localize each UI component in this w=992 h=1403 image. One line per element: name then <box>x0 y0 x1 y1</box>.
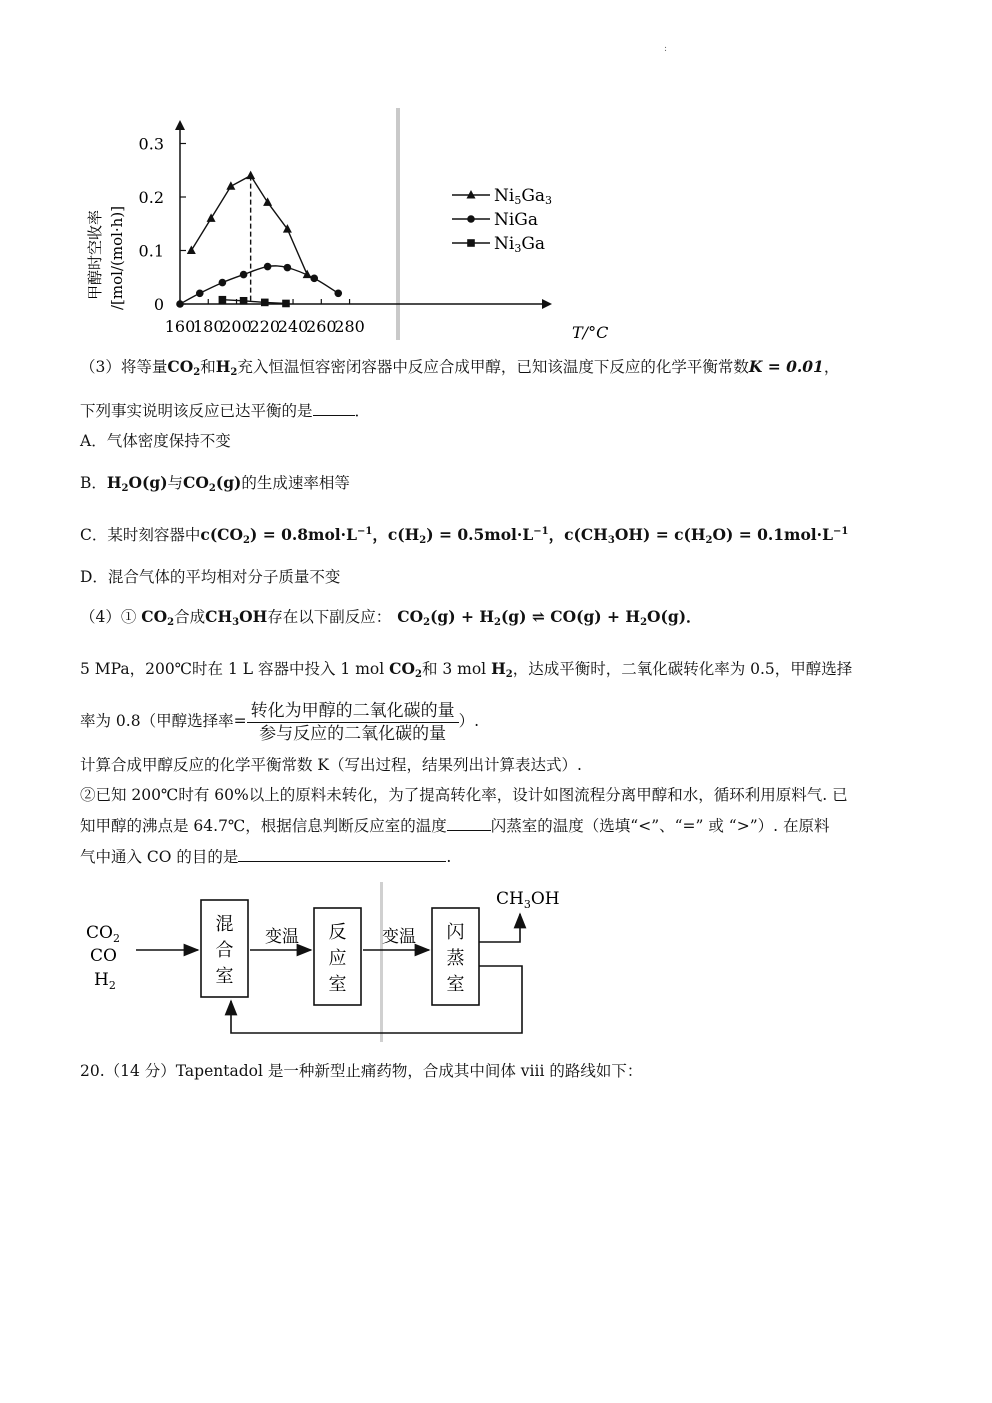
y-tick-label-1: 0.1 <box>138 241 164 261</box>
y-tick-label-2: 0.2 <box>138 188 164 207</box>
equilibrium-arrow: ⇌ <box>531 607 545 626</box>
optc-t3: ，c(CH <box>548 525 608 544</box>
optb-co2-sub: 2 <box>208 483 216 494</box>
series-2-point-3 <box>282 300 290 308</box>
co2-formula: CO <box>167 357 194 376</box>
header-mark: : <box>664 44 668 54</box>
optc-t1: c(CO <box>200 525 243 544</box>
series-1-point-5 <box>284 264 292 272</box>
series-1-point-7 <box>334 290 342 298</box>
optb-mid: 与 <box>167 474 184 492</box>
fraction-numerator: 转化为甲醇的二氧化碳的量 <box>247 700 459 723</box>
q4-ch3oh: CH <box>205 607 233 626</box>
q4-line1 <box>80 606 702 628</box>
q4-l2-co2-sub: 2 <box>414 669 422 680</box>
temperature-compare-blank[interactable] <box>447 816 491 831</box>
q4-ch3oh-sub: 3 <box>232 617 240 628</box>
q4-line2 <box>80 658 852 680</box>
optc-t3-sub2: 2 <box>705 535 713 546</box>
q4-l3-close: ）. <box>458 712 480 730</box>
optc-t2-sup: −1 <box>533 526 549 537</box>
q4-l2-rest: ，达成平衡时，二氧化碳转化率为 0.5，甲醇选择 <box>512 660 853 678</box>
q4-side-reaction-label: 存在以下副反应： <box>267 608 392 626</box>
q3-option-d: D．混合气体的平均相对分子质量不变 <box>80 568 341 586</box>
co2-sub: 2 <box>193 367 201 378</box>
q4-l2-h2-sub: 2 <box>505 669 513 680</box>
legend-label-2: Ni3Ga <box>494 234 546 255</box>
q4-line6 <box>80 815 830 837</box>
series-0-point-2 <box>226 181 235 190</box>
q3-comma: ， <box>823 358 840 376</box>
series-2-point-0 <box>219 296 227 304</box>
optc-t2-end: ) = 0.5mol·L <box>426 525 534 544</box>
legend-label-1: NiGa <box>494 210 539 230</box>
scan-artifact <box>396 108 400 340</box>
y-axis-label-line1: 甲醇时空收率 <box>86 209 104 300</box>
series-0-point-1 <box>207 213 216 222</box>
x-tick-label-220: 220 <box>249 317 281 336</box>
q4-line3 <box>80 698 479 745</box>
q4-line4: 计算合成甲醇反应的化学平衡常数 K（写出过程，结果列出计算表达式）. <box>80 756 582 774</box>
reaction-left: CO <box>397 607 424 626</box>
q4-l7-b: . <box>446 848 452 866</box>
y-axis-label-line2: /[mol/(mol·h)] <box>108 205 126 310</box>
q3-option-a: A．气体密度保持不变 <box>80 432 231 450</box>
optb-h2o-sub: 2 <box>121 483 129 494</box>
q3-question: 下列事实说明该反应已达平衡的是 <box>80 402 313 420</box>
q3-option-b <box>80 472 350 494</box>
series-2-point-1 <box>240 297 248 305</box>
q4-l6-b: 闪蒸室的温度（选填“<”、“=” 或 “>”）. 在原料 <box>490 817 830 835</box>
box1-char1: 混 <box>215 914 234 935</box>
x-axis-arrow <box>542 299 552 309</box>
q4-l6-a: 知甲醇的沸点是 64.7℃，根据信息判断反应室的温度 <box>80 817 447 835</box>
fraction-denominator: 参与反应的二氧化碳的量 <box>259 723 447 744</box>
legend-marker-0 <box>467 190 476 199</box>
series-1-point-0 <box>176 300 184 308</box>
x-tick-label-200: 200 <box>221 317 252 336</box>
optc-t3-end: O) = 0.1mol·L <box>712 525 833 544</box>
optb-co2-end: (g) <box>215 473 242 492</box>
q4-l2-h2: H <box>491 659 506 678</box>
x-tick-label-280: 280 <box>334 317 365 336</box>
optb-h2o-end: O(g) <box>128 473 168 492</box>
reaction-left-end: (g) + H <box>430 607 494 626</box>
reaction-right-sub: 2 <box>640 617 648 628</box>
q3-line1 <box>80 356 839 378</box>
box3-char1: 闪 <box>446 922 465 943</box>
y-axis-arrow <box>175 120 185 130</box>
optb-tail: 的生成速率相等 <box>241 474 350 492</box>
q3-and: 和 <box>200 358 216 376</box>
optb-h2o: H <box>106 473 122 492</box>
box2-char3: 室 <box>328 974 347 995</box>
q20-text: 20.（14 分）Tapentadol 是一种新型止痛药物，合成其中间体 viii 的路线如下： <box>80 1062 643 1080</box>
series-1-point-2 <box>219 279 227 287</box>
q4-conditions: 5 MPa，200℃时在 1 L 容器中投入 1 mol <box>80 660 390 678</box>
h2-sub: 2 <box>230 367 238 378</box>
optc-t2-sub: 2 <box>419 535 427 546</box>
series-1-point-1 <box>196 290 204 298</box>
box1-char2: 合 <box>215 940 234 961</box>
optc-t3-mid: OH) = c(H <box>614 525 706 544</box>
arrow1-label: 变温 <box>265 927 299 947</box>
optc-t3-sub: 3 <box>607 535 615 546</box>
input-co2: $CO_2$ <box>86 923 120 945</box>
reaction-left-end2: (g) <box>500 607 527 626</box>
q4-co2-sub: 2 <box>167 617 175 628</box>
q3-option-c <box>80 524 848 546</box>
reaction-right: CO(g) + H <box>550 607 641 626</box>
output-arrow <box>479 914 520 942</box>
optb-lead: B． <box>80 474 107 492</box>
optc-t1-sup: −1 <box>356 526 373 537</box>
y-tick-label-0: 0 <box>153 295 164 314</box>
q4-synth: 合成 <box>174 608 206 626</box>
q3-answer-blank[interactable] <box>313 401 355 416</box>
box3-char3: 室 <box>446 974 465 995</box>
k-expression: K = 0.01 <box>748 357 824 376</box>
selectivity-fraction <box>247 700 459 745</box>
q4-line5: ②已知 200℃时有 60%以上的原料未转化，为了提高转化率，设计如图流程分离甲醇和水，循环利用原料气. 已 <box>80 786 848 804</box>
methanol-yield-chart <box>80 100 670 355</box>
q4-line7 <box>80 846 451 868</box>
optc-lead: C．某时刻容器中 <box>80 526 201 544</box>
legend-marker-2 <box>467 239 475 247</box>
box2-char2: 应 <box>328 948 347 969</box>
q4-l2-co2: CO <box>389 659 415 678</box>
series-line-0 <box>191 176 307 275</box>
arrow2-label: 变温 <box>382 927 416 947</box>
series-2-point-2 <box>261 299 269 307</box>
q3-desc: 充入恒温恒容密闭容器中反应合成甲醇，已知该温度下反应的化学平衡常数 <box>237 358 749 376</box>
flow-scan-artifact <box>380 882 383 1042</box>
reaction-left-sub2: 2 <box>494 617 501 628</box>
x-axis-label: T/°C <box>572 323 609 342</box>
box3-char2: 蒸 <box>446 948 465 969</box>
output-ch3oh: $CH_3OH$ <box>496 889 560 911</box>
x-tick-label-240: 240 <box>277 317 309 336</box>
co-purpose-blank[interactable] <box>238 847 446 862</box>
input-co: CO <box>90 946 117 966</box>
q4-ch3oh-end: OH <box>239 607 268 626</box>
q4-co2: CO <box>141 607 168 626</box>
h2-formula: H <box>215 357 231 376</box>
x-tick-label-180: 180 <box>192 317 224 336</box>
legend-label-0: Ni5Ga3 <box>494 186 553 207</box>
q3-line2 <box>80 400 370 422</box>
series-1-point-4 <box>264 263 272 271</box>
q3-intro: （3）将等量 <box>80 358 168 376</box>
optc-t2: ，c(H <box>372 525 420 544</box>
series-1-point-6 <box>310 275 318 283</box>
q3-period: ． <box>354 402 371 420</box>
series-0-point-3 <box>246 171 255 180</box>
box1-char3: 室 <box>215 966 234 987</box>
y-tick-label-3: 0.3 <box>138 134 164 154</box>
series-0-point-0 <box>187 246 196 255</box>
q4-l2-and: 和 3 mol <box>421 660 492 678</box>
box2-char1: 反 <box>328 922 347 943</box>
selectivity-definition: 率为 0.8（甲醇选择率= <box>80 712 247 730</box>
reaction-right-end: O(g)． <box>647 607 702 626</box>
optc-t1-sub: 2 <box>243 535 250 546</box>
q4-l7-a: 气中通入 CO 的目的是 <box>80 848 239 866</box>
x-tick-label-260: 260 <box>306 317 337 336</box>
series-line-2 <box>222 300 286 304</box>
separation-flow-diagram <box>80 876 580 1046</box>
legend-marker-1 <box>467 215 475 223</box>
reaction-left-sub: 2 <box>423 617 431 628</box>
q4-lead: （4）① <box>80 608 142 626</box>
series-1-point-3 <box>240 271 248 279</box>
x-tick-label-160: 160 <box>164 317 196 336</box>
series-line-1 <box>180 266 338 304</box>
input-h2: $H_2$ <box>94 970 116 992</box>
optb-co2: CO <box>183 473 209 492</box>
optc-t3-sup: −1 <box>832 526 849 537</box>
optc-t1-end: ) = 0.8mol·L <box>249 525 357 544</box>
